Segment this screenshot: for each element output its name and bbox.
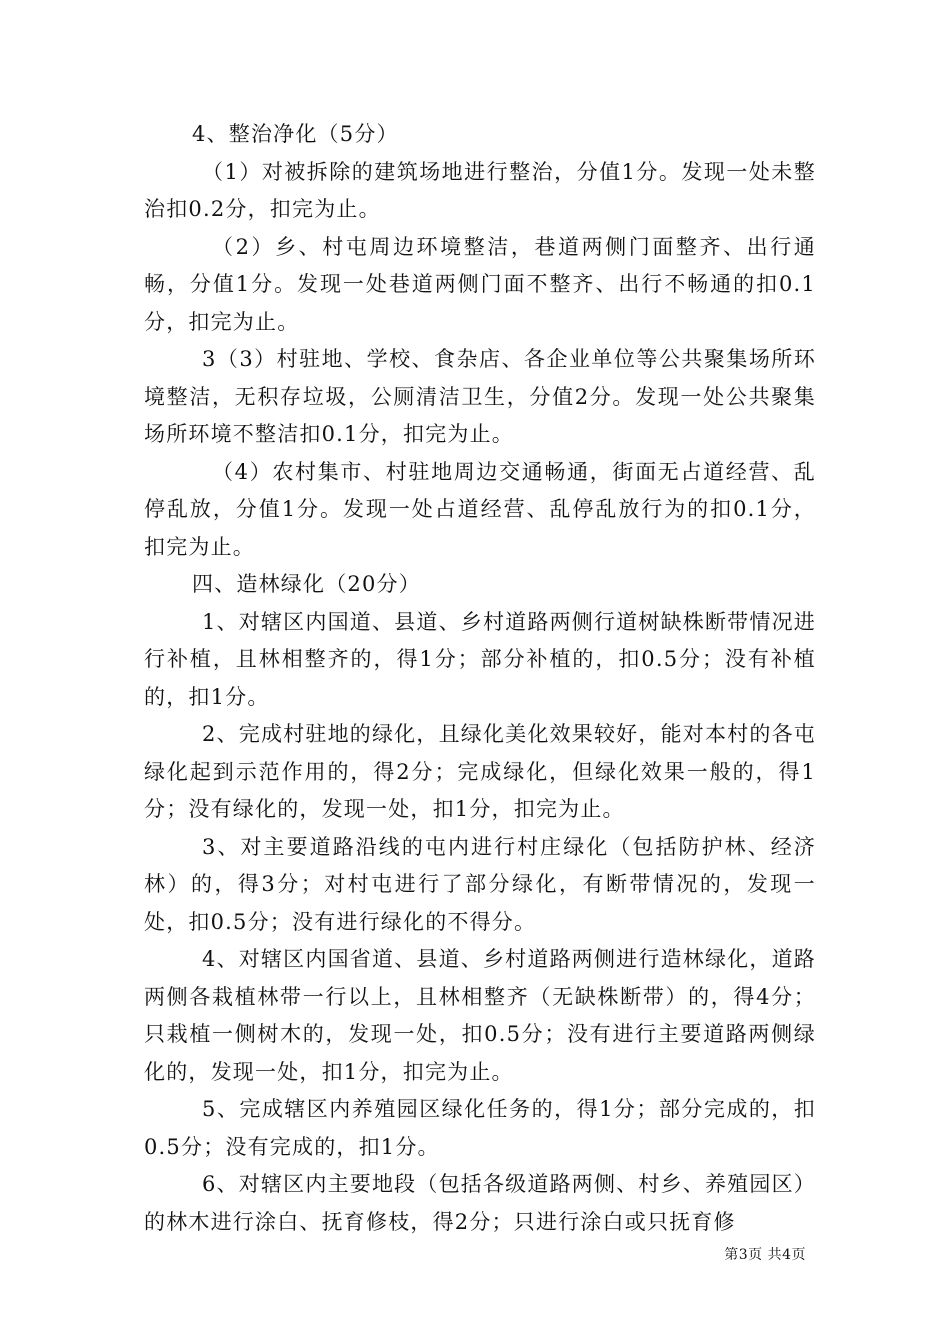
paragraph-item-2: （2）乡、村屯周边环境整洁，巷道两侧门面整齐、出行通畅，分值1分。发现一处巷道两侧门面不整齐、出行不畅通的扣0.1分，扣完为止。	[144, 234, 816, 334]
paragraph-item-3: 3（3）村驻地、学校、食杂店、各企业单位等公共聚集场所环境整洁，无积存垃圾，公厕清洁卫生，分值2分。发现一处公共聚集场所环境不整洁扣0.1分，扣完为止。	[144, 347, 816, 446]
paragraph-afforestation-2: 2、完成村驻地的绿化，且绿化美化效果较好，能对本村的各屯绿化起到示范作用的，得2分；完成绿化，但绿化效果一般的，得1分；没有绿化的，发现一处，扣1分，扣完为止。	[144, 722, 816, 821]
paragraph-afforestation-4: 4、对辖区内国省道、县道、乡村道路两侧进行造林绿化，道路两侧各栽植林带一行以上，且林相整齐（无缺株断带）的，得4分；只栽植一侧树木的，发现一处，扣0.5分；没有进行主要道路两侧绿化的，发现一处，扣1分，扣完为止。	[144, 947, 816, 1084]
paragraph-afforestation-6: 6、对辖区内主要地段（包括各级道路两侧、村乡、养殖园区）的林木进行涂白、抚育修枝，得2分；只进行涂白或只抚育修	[144, 1172, 816, 1234]
paragraph-item-1: （1）对被拆除的建筑场地进行整治，分值1分。发现一处未整治扣0.2分，扣完为止。	[144, 159, 816, 221]
paragraph-item-4: （4）农村集市、村驻地周边交通畅通，街面无占道经营、乱停乱放，分值1分。发现一处占道经营、乱停乱放行为的扣0.1分，扣完为止。	[144, 459, 816, 559]
page-number-footer: 第3页 共4页	[724, 1247, 806, 1263]
document-body	[144, 116, 816, 1241]
paragraph-afforestation-1: 1、对辖区内国道、县道、乡村道路两侧行道树缺株断带情况进行补植，且林相整齐的，得1分；部分补植的，扣0.5分；没有补植的，扣1分。	[144, 609, 816, 709]
section-heading-afforestation: 四、造林绿化（20分）	[192, 572, 421, 596]
paragraph-afforestation-5: 5、完成辖区内养殖园区绿化任务的，得1分；部分完成的，扣0.5分；没有完成的，扣1分。	[144, 1097, 816, 1159]
paragraph-afforestation-3: 3、对主要道路沿线的屯内进行村庄绿化（包括防护林、经济林）的，得3分；对村屯进行了部分绿化，有断带情况的，发现一处，扣0.5分；没有进行绿化的不得分。	[144, 834, 816, 934]
section-heading-cleanup: 4、整治净化（5分）	[192, 122, 399, 146]
